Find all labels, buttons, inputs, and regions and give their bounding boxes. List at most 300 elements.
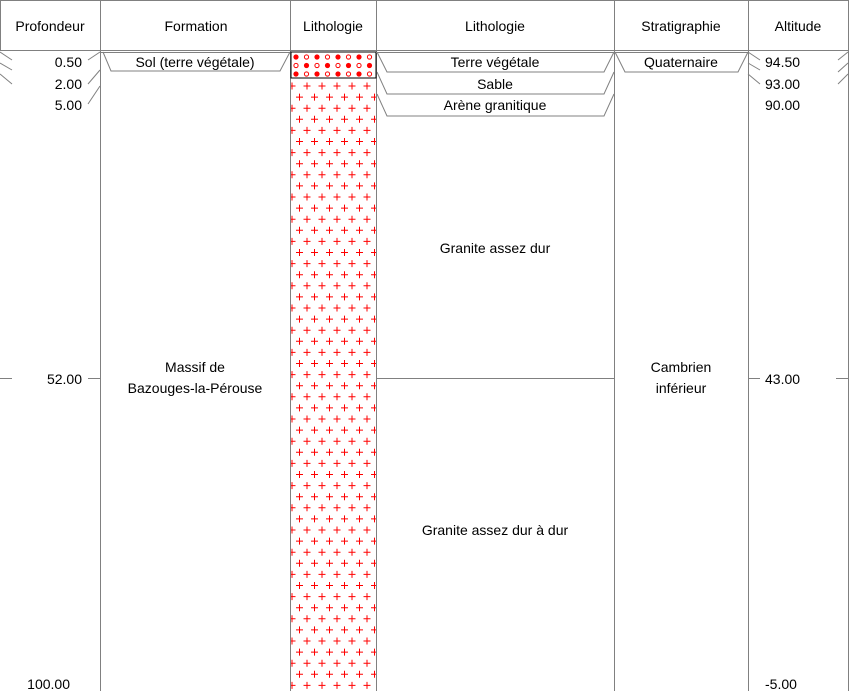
granite-cross [341,626,348,633]
granite-cross [311,515,318,522]
granite-cross [349,171,356,178]
granite-cross [334,171,341,178]
granite-cross [296,382,303,389]
header-formation: Formation [164,18,228,34]
granite-cross [341,604,348,611]
granite-cross [326,316,333,323]
soil-dot [294,72,298,76]
granite-cross [349,482,356,489]
granite-cross [326,560,333,567]
header-altitude: Altitude [774,18,822,34]
granite-cross [364,416,371,423]
granite-cross [356,604,363,611]
lithology-sable: Sable [477,76,513,92]
granite-cross [326,116,333,123]
granite-cross [304,127,311,134]
granite-cross [364,216,371,223]
granite-cross [356,338,363,345]
granite-cross [364,305,371,312]
soil-dot [304,72,308,76]
granite-cross [356,582,363,589]
granite-cross [304,615,311,622]
granite-cross [319,438,326,445]
granite-cross [326,182,333,189]
granite-cross [364,171,371,178]
granite-cross [356,404,363,411]
granite-cross [319,393,326,400]
granite-cross [319,260,326,267]
granite-cross [304,105,311,112]
granite-cross [326,94,333,101]
granite-cross [304,327,311,334]
granite-cross [311,538,318,545]
granite-cross [304,216,311,223]
granite-cross [334,593,341,600]
granite-cross [296,604,303,611]
granite-cross [356,360,363,367]
granite-cross [304,238,311,245]
granite-cross [334,393,341,400]
granite-cross [289,127,296,134]
granite-cross [289,682,296,689]
granite-cross [311,94,318,101]
granite-cross [334,149,341,156]
granite-cross [356,316,363,323]
granite-cross [349,593,356,600]
granite-cross [319,615,326,622]
granite-cross [341,582,348,589]
granite-cross [356,560,363,567]
granite-cross [326,626,333,633]
depth-scale [0,52,100,379]
soil-dot [346,72,350,76]
granite-cross [289,549,296,556]
granite-cross [319,305,326,312]
granite-cross [349,327,356,334]
granite-cross [289,305,296,312]
granite-cross [311,449,318,456]
granite-cross [326,404,333,411]
stratigraphie-quaternaire: Quaternaire [644,54,718,70]
granite-cross [296,538,303,545]
granite-cross [364,149,371,156]
lithology-terre-vegetale: Terre végétale [450,54,540,70]
granite-cross [304,260,311,267]
lithology-granite-assez-dur-a-dur: Granite assez dur à dur [421,522,569,538]
granite-cross [349,527,356,534]
granite-cross [289,371,296,378]
lithology-granite-assez-dur: Granite assez dur [439,240,551,256]
granite-cross [319,460,326,467]
granite-cross [304,416,311,423]
granite-cross [304,83,311,90]
soil-dot [336,55,340,59]
granite-cross [349,305,356,312]
granite-cross [304,460,311,467]
granite-cross [341,182,348,189]
granite-cross [356,427,363,434]
granite-cross [319,194,326,201]
granite-cross [319,660,326,667]
stratigraphie-cambrien-line1: Cambrien [650,359,712,375]
granite-cross [356,626,363,633]
granite-cross [341,493,348,500]
granite-cross [349,660,356,667]
soil-dot [357,55,361,59]
granite-cross [341,249,348,256]
granite-cross [364,371,371,378]
lithology-sol-layer [291,52,376,78]
granite-cross [356,471,363,478]
granite-cross [356,493,363,500]
altitude-label-2: 90.00 [765,97,801,113]
granite-cross [296,471,303,478]
granite-cross [326,160,333,167]
granite-cross [341,293,348,300]
granite-cross [341,316,348,323]
granite-cross [311,582,318,589]
granite-cross [304,371,311,378]
granite-cross [304,593,311,600]
granite-cross [289,460,296,467]
granite-cross [311,671,318,678]
granite-cross [326,604,333,611]
granite-cross [356,116,363,123]
granite-cross [289,238,296,245]
granite-cross [326,138,333,145]
granite-cross [311,649,318,656]
granite-cross [304,571,311,578]
soil-dot [315,63,319,67]
granite-cross [296,138,303,145]
granite-cross [326,649,333,656]
depth-label-2: 5.00 [54,97,82,113]
granite-cross [289,216,296,223]
granite-cross [304,171,311,178]
granite-cross [319,83,326,90]
granite-cross [311,626,318,633]
granite-cross [364,438,371,445]
granite-cross [364,327,371,334]
granite-cross [326,582,333,589]
granite-cross [326,471,333,478]
granite-cross [349,83,356,90]
granite-cross [289,327,296,334]
formation-massif-line1: Massif de [165,359,225,375]
granite-cross [319,416,326,423]
depth-label-3: 52.00 [46,371,82,387]
granite-cross [356,671,363,678]
granite-cross [289,282,296,289]
granite-cross [311,138,318,145]
granite-cross [364,127,371,134]
granite-cross [304,527,311,534]
granite-cross [319,504,326,511]
granite-cross [356,293,363,300]
granite-cross [349,371,356,378]
granite-cross [311,360,318,367]
granite-cross [319,549,326,556]
granite-cross [304,482,311,489]
granite-cross [289,593,296,600]
granite-cross [311,316,318,323]
granite-cross [304,638,311,645]
granite-cross [356,538,363,545]
granite-cross [311,427,318,434]
granite-cross [349,349,356,356]
granite-cross [319,571,326,578]
granite-cross [334,571,341,578]
granite-cross [304,504,311,511]
granite-cross [349,282,356,289]
granite-cross [311,560,318,567]
granite-cross [334,305,341,312]
formation-sol: Sol (terre végétale) [135,54,255,70]
granite-cross [341,449,348,456]
granite-cross [304,660,311,667]
soil-dot [346,55,350,59]
granite-cross [349,504,356,511]
granite-cross [341,94,348,101]
granite-cross [289,504,296,511]
granite-cross [296,182,303,189]
soil-dot [357,63,361,67]
granite-cross [364,660,371,667]
granite-cross [349,460,356,467]
granite-cross [304,682,311,689]
granite-cross [304,549,311,556]
granite-cross [296,649,303,656]
granite-cross [319,327,326,334]
depth-label-0: 0.50 [54,54,82,70]
granite-cross [326,227,333,234]
granite-cross [296,160,303,167]
granite-cross [311,493,318,500]
granite-cross [289,638,296,645]
granite-cross [349,238,356,245]
granite-cross [334,216,341,223]
granite-cross [341,227,348,234]
soil-dot [357,72,361,76]
soil-dot [294,55,298,59]
granite-cross [341,160,348,167]
granite-cross [326,382,333,389]
granite-cross [311,182,318,189]
granite-cross [296,227,303,234]
granite-cross [296,205,303,212]
granite-cross [349,549,356,556]
granite-cross [334,460,341,467]
granite-cross [334,549,341,556]
granite-cross [334,416,341,423]
granite-cross [326,515,333,522]
granite-cross [349,638,356,645]
granite-cross [319,238,326,245]
granite-cross [349,682,356,689]
soil-dot [367,55,371,59]
granite-cross [356,449,363,456]
granite-cross [304,305,311,312]
granite-cross [311,404,318,411]
soil-dot [325,55,329,59]
header-lithologie-description: Lithologie [465,18,525,34]
granite-cross [289,438,296,445]
soil-dot [336,72,340,76]
granite-cross [341,138,348,145]
granite-cross [356,382,363,389]
granite-cross [311,382,318,389]
granite-cross [341,471,348,478]
granite-cross [311,293,318,300]
granite-cross [334,660,341,667]
granite-cross [364,482,371,489]
granite-cross [326,338,333,345]
granite-cross [319,105,326,112]
granite-cross [289,260,296,267]
granite-cross [349,149,356,156]
granite-cross [349,571,356,578]
granite-cross [304,438,311,445]
granite-cross [289,105,296,112]
granite-cross [334,260,341,267]
granite-cross [326,671,333,678]
granite-cross [334,527,341,534]
soil-dot [346,63,350,67]
granite-cross [334,83,341,90]
granite-cross [311,160,318,167]
soil-dot [304,55,308,59]
granite-cross [341,382,348,389]
granite-cross [334,482,341,489]
soil-dot [315,72,319,76]
granite-cross [341,515,348,522]
granite-cross [289,393,296,400]
granite-cross [356,649,363,656]
soil-dot [367,63,371,67]
granite-cross [326,205,333,212]
granite-cross [364,549,371,556]
granite-cross [326,493,333,500]
granite-cross [289,416,296,423]
granite-cross [341,649,348,656]
header-lithologie-pattern: Lithologie [303,18,363,34]
granite-cross [319,638,326,645]
granite-cross [311,205,318,212]
granite-cross [356,138,363,145]
granite-cross [349,260,356,267]
granite-cross [349,194,356,201]
soil-dot [304,63,308,67]
granite-crosses [289,83,379,689]
granite-cross [319,593,326,600]
altitude-label-0: 94.50 [765,54,801,70]
granite-cross [356,249,363,256]
granite-cross [341,671,348,678]
granite-cross [319,349,326,356]
granite-cross [341,560,348,567]
granite-cross [296,116,303,123]
soil-dot [325,72,329,76]
granite-cross [296,449,303,456]
granite-cross [289,571,296,578]
granite-cross [364,349,371,356]
granite-cross [296,316,303,323]
granite-cross [364,393,371,400]
granite-cross [364,460,371,467]
soil-dot [336,63,340,67]
soil-dot [367,72,371,76]
granite-cross [296,404,303,411]
granite-cross [296,626,303,633]
granite-cross [304,282,311,289]
granite-cross [334,615,341,622]
depth-label-1: 2.00 [54,76,82,92]
altitude-label-3: 43.00 [765,371,801,387]
granite-cross [334,638,341,645]
granite-cross [334,349,341,356]
soil-dot [294,63,298,67]
granite-cross [341,427,348,434]
granite-cross [304,349,311,356]
granite-cross [341,205,348,212]
stratigraphie-cambrien-line2: inférieur [655,380,707,396]
granite-cross [311,271,318,278]
granite-cross [296,360,303,367]
granite-cross [364,194,371,201]
granite-cross [326,538,333,545]
granite-cross [296,560,303,567]
granite-cross [364,571,371,578]
granite-cross [349,438,356,445]
granite-cross [319,482,326,489]
granite-cross [334,504,341,511]
granite-cross [349,105,356,112]
granite-cross [289,171,296,178]
granite-cross [356,227,363,234]
granite-cross [349,416,356,423]
granite-cross [334,438,341,445]
granite-cross [319,282,326,289]
granite-cross [304,194,311,201]
granite-cross [356,182,363,189]
granite-cross [334,105,341,112]
granite-cross [296,338,303,345]
granite-cross [349,393,356,400]
granite-cross [364,615,371,622]
lithology-arene-granitique: Arène granitique [443,97,547,113]
granite-cross [334,282,341,289]
granite-cross [334,327,341,334]
granite-cross [289,527,296,534]
granite-cross [319,127,326,134]
granite-cross [364,260,371,267]
altitude-label-1: 93.00 [765,76,801,92]
soil-dot [325,63,329,67]
granite-cross [334,127,341,134]
granite-cross [364,238,371,245]
granite-cross [326,293,333,300]
granite-cross [319,149,326,156]
granite-cross [296,427,303,434]
granite-cross [296,271,303,278]
granite-cross [319,216,326,223]
granite-cross [304,149,311,156]
granite-cross [349,216,356,223]
granite-cross [364,504,371,511]
lithology-pattern-column [289,52,379,689]
granite-cross [289,615,296,622]
granite-cross [326,271,333,278]
